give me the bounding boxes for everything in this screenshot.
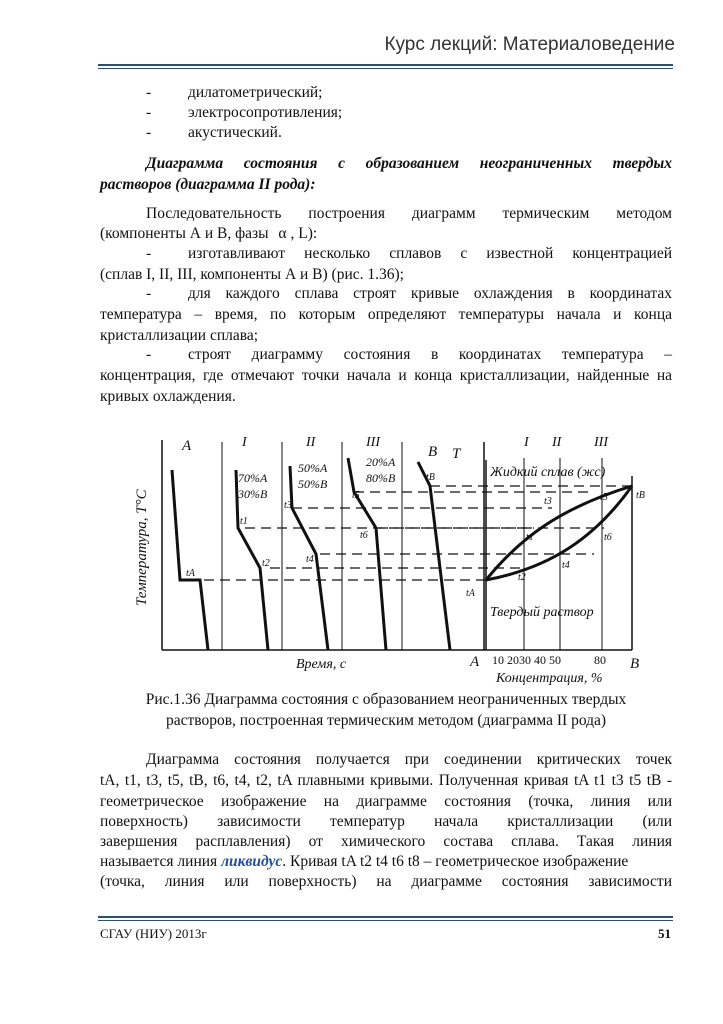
page-number: 51 xyxy=(658,926,671,941)
point-t5: t5 xyxy=(352,490,360,501)
label-II: II xyxy=(306,435,316,450)
page-header-title: Курс лекций: Материаловедение xyxy=(384,34,675,55)
section-heading-line2: растворов (диаграмма II рода): xyxy=(100,176,316,193)
figure-caption: Рис.1.36 Диаграмма состояния с образованием неограниченных твердых xyxy=(145,691,627,708)
body-line: Диаграмма состояния получается при соединении критических точек xyxy=(146,751,672,768)
header-rule xyxy=(98,64,673,66)
section-heading: Диаграмма состояния с образованием неограниченных твердых xyxy=(146,155,672,172)
label-right-II: II xyxy=(552,435,562,450)
construction-intro-line2: (компоненты А и В, фазы α , L): xyxy=(100,225,318,242)
conc-A-label: A xyxy=(470,654,480,670)
alloy-I-a: 70%A xyxy=(238,471,268,485)
point-t4: t4 xyxy=(306,554,314,565)
alloy-III-a: 20%A xyxy=(366,455,396,469)
label-right-I: I xyxy=(524,435,529,450)
alloy-II-a: 50%A xyxy=(298,461,328,475)
solid-label: Твердый раствор xyxy=(490,605,594,620)
point-tA: tA xyxy=(186,568,195,579)
footer-label: СГАУ (НИУ) 2013г xyxy=(100,926,207,941)
step-item-cont: (сплав I, II, III, компоненты А и В) (рис. 1.36); xyxy=(100,266,404,283)
x-axis-label: Время, с xyxy=(296,657,347,672)
alloy-I-b: 30%B xyxy=(238,487,268,501)
cooling-curve-B xyxy=(418,462,450,650)
alloy-II-b: 50%B xyxy=(298,477,328,491)
point-t6-right: t6 xyxy=(604,532,612,543)
y-axis-label: Температура, T°C xyxy=(134,489,150,606)
point-tB-right: tB xyxy=(636,490,645,501)
point-t3-right: t3 xyxy=(544,496,552,507)
phase-diagram-figure xyxy=(120,428,650,690)
step-item-cont: температура – время, по которым определяют температуры начала и конца кристаллизации сплава; xyxy=(100,306,672,344)
footer-rule-thin xyxy=(98,920,673,921)
footer-rule xyxy=(98,916,673,918)
point-t1: t1 xyxy=(240,516,248,527)
body-line: tA, t1, t3, t5, tB, t6, t4, t2, tA плавными кривыми. Полученная кривая tA t1 t3 t5 tB - xyxy=(100,772,672,789)
body-line: завершения расплавления) от химического состава сплава. Такая линия xyxy=(100,833,672,850)
point-t4-right: t4 xyxy=(562,560,570,571)
point-tA-right: tA xyxy=(466,588,475,599)
point-t5-right: t5 xyxy=(600,492,608,503)
alloy-III-b: 80%B xyxy=(366,471,396,485)
point-tB: tB xyxy=(426,472,435,483)
point-t2: t2 xyxy=(262,558,270,569)
figure-caption-line2: растворов, построенная термическим методом (диаграмма II рода) xyxy=(165,712,607,729)
label-A: A xyxy=(182,438,192,454)
term-liquidus: ликвидус xyxy=(221,853,283,870)
step-item: - изготавливают несколько сплавов с известной концентрацией xyxy=(146,245,672,262)
point-t6: t6 xyxy=(360,530,368,541)
body-line-liquidus: называется линия ликвидус. Кривая tA t2 t4 t6 t8 – геометрическое изображение xyxy=(100,853,629,870)
point-t2-right: t2 xyxy=(518,572,526,583)
cooling-curve-A xyxy=(172,470,208,650)
body-line: (точка, линия или поверхность) на диаграмме состояния зависимости xyxy=(100,873,672,890)
point-t3: t3 xyxy=(284,500,292,511)
conc-tick-80: 80 xyxy=(594,653,606,667)
label-B: B xyxy=(428,444,438,460)
step-item: - для каждого сплава строят кривые охлаждения в координатах xyxy=(146,285,672,302)
label-I: I xyxy=(242,435,247,450)
conc-B-label: B xyxy=(630,656,640,672)
body-line: поверхность) зависимости температур начала кристаллизации (или xyxy=(100,813,672,830)
label-III: III xyxy=(366,435,380,450)
point-t1-right: t1 xyxy=(526,532,534,543)
construction-intro: Последовательность построения диаграмм термическим методом xyxy=(146,205,672,222)
conc-axis-label: Концентрация, % xyxy=(496,671,603,686)
label-T: T xyxy=(452,446,461,462)
alpha-symbol: α xyxy=(278,225,287,242)
step-item: - строят диаграмму состояния в координатах температура – xyxy=(146,346,672,363)
header-rule-thin xyxy=(98,68,673,69)
liquid-label: Жидкий сплав (жс) xyxy=(490,465,606,480)
body-line: геометрическое изображение на диаграмме состояния (точка, линия или xyxy=(100,793,672,810)
label-right-III: III xyxy=(594,435,608,450)
step-item-cont: концентрация, где отмечают точки начала и конца кристаллизации, найденные на кривых охлаждения. xyxy=(100,367,672,405)
conc-ticks: 10 2030 40 50 xyxy=(492,653,561,667)
